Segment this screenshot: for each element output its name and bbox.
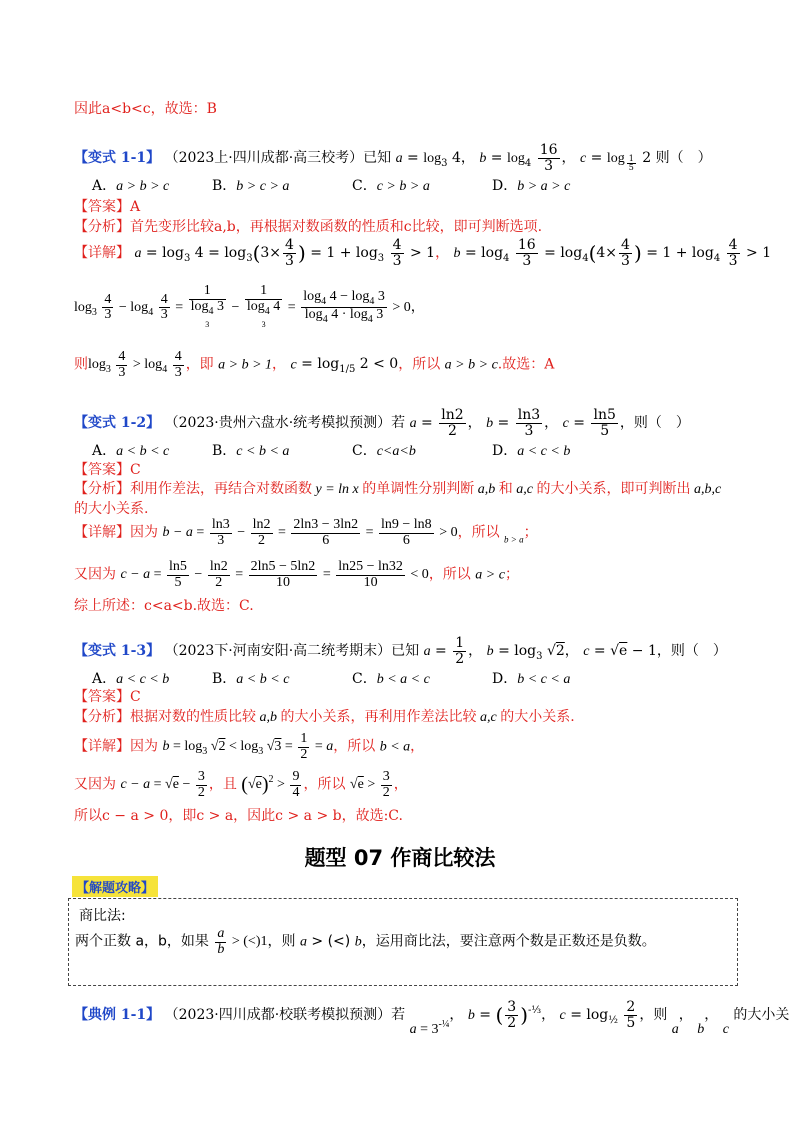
analysis-line-2: 的大小关系. <box>74 501 149 517</box>
question-source: （2023下·河南安阳·高二统考期末）已知 <box>164 643 420 660</box>
option-c: C．c > b > a <box>352 178 430 194</box>
answer-line: 【答案】C <box>74 462 141 478</box>
detail-line-1: 【详解】因为 b − a = $\frac{\ln 3}{3}$ − $\frac{\ln 2}{2}$ = $\frac{2\ln 3 - 3\ln 2}{6}$ = $\frac{\ln 9 - \ln 8}{6}$ > 0，所以 $_{b > a}$； <box>74 517 538 548</box>
option-d: D．b > a > c <box>492 178 571 194</box>
analysis-line: 【分析】根据对数的性质比较 a,b 的大小关系，再利用作差法比较 a,c 的大小关系. <box>74 709 575 725</box>
detail-line-2: 又因为 c − a = √e − $\frac{3}{2}$ ，且 $(√e)^2$ > $\frac{9}{4}$ ，所以 √e > $\frac{3}{2}$ ， <box>74 769 408 800</box>
variant-1-2-question: 【变式 1-2】 （2023·贵州六盘水·统考模拟预测）若 a = $\frac{\ln 2}{2}$ ， b = $\frac{\ln 3}{3}$ ， c = $\frac{\ln 5}{5}$ ，则（ ） <box>74 407 690 439</box>
analysis-line: 【分析】利用作差法，再结合对数函数 y = ln x 的单调性分别判断 a,b 和 a,c 的大小关系，即可判断出 a,b,c <box>74 481 722 497</box>
section-title: 题型 07 作商比较法 <box>304 846 496 870</box>
option-d: D．a < c < b <box>492 443 571 459</box>
variant-tag: 【变式 1-3】 <box>74 643 161 660</box>
strategy-tag: 【解题攻略】 <box>72 876 158 897</box>
answer-line: 【答案】A <box>74 199 141 215</box>
option-b: B．b > c > a <box>212 178 290 194</box>
question-source: （2023·四川成都·校联考模拟预测）若 <box>164 1007 406 1024</box>
option-c: C．b < a < c <box>352 671 430 687</box>
previous-conclusion: 因此a<b<c，故选：B <box>74 101 217 117</box>
variant-1-3-question: 【变式 1-3】 （2023下·河南安阳·高二统考期末）已知 a = $\frac{1}{2}$ ， $b = \log_3 √2$， c = √e − 1，则（ ） <box>74 635 727 667</box>
option-b: B．c < b < a <box>212 443 290 459</box>
summary-line: 综上所述：c<a<b.故选：C. <box>74 598 254 614</box>
example-tag: 【典例 1-1】 <box>74 1007 161 1024</box>
variant-tag: 【变式 1-2】 <box>74 415 161 432</box>
question-source: （2023上·四川成都·高三校考）已知 <box>164 150 392 167</box>
detail-line-2: $\log_3$ $\frac{4}{3}$ − $\log_4$ $\frac{4}{3}$ = 1 $\log_4 3$ 3 − 1 $\log_4 4$ 3 = $\frac{\log_4 4 - \log_4 3}{\log_4 4 \cdot \log_4 3}$ > 0， <box>74 283 425 330</box>
option-c: C．c<a<b <box>352 443 416 459</box>
option-d: D．b < c < a <box>492 671 571 687</box>
option-a: A．a < b < c <box>92 443 170 459</box>
detail-line-2: 又因为 c − a = $\frac{\ln 5}{5}$ − $\frac{\ln 2}{2}$ = $\frac{2\ln 5 - 5\ln 2}{10}$ = $\frac{\ln 25 - \ln 32}{10}$ < 0，所以 a > c； <box>74 559 519 590</box>
question-source: （2023·贵州六盘水·统考模拟预测）若 <box>164 415 406 432</box>
box-title: 商比法: <box>79 908 126 924</box>
detail-line-1: 【详解】 $a = \log_3 4 = \log_3(3\times$ $\frac{4}{3}$ ) = $1 + \log_3$ $\frac{4}{3}$ > 1， $b = \log_4$ $\frac{16}{3}$ = $\log_4(4\times$ $\frac{4}{3}$ ) = $1 + \log_4$ $\frac{4}{3}$ > 1 <box>74 237 772 269</box>
variant-1-1-question: 【变式 1-1】 （2023上·四川成都·高三校考）已知 $a = \log_3 4$， $b = \log_4$ $\frac{16}{3}$ ， c = log $_{\frac{1}{5}}$ 2 则（ ） <box>74 142 712 174</box>
option-a: A．a > b > c <box>92 178 170 194</box>
answer-line: 【答案】C <box>74 689 141 705</box>
option-b: B．a < b < c <box>212 671 290 687</box>
detail-line-3: 则$\log_3$ $\frac{4}{3}$ > $\log_4$ $\frac{4}{3}$ ，即 a > b > 1， $c = \log_{1/5} 2 < 0$，所以 a > b > c.故选：A <box>74 349 555 380</box>
variant-tag: 【变式 1-1】 <box>74 150 161 167</box>
analysis-line: 【分析】首先变形比较a,b，再根据对数函数的性质和c比较，即可判断选项. <box>74 219 543 235</box>
detail-line-1: 【详解】因为 $b = \log_3 √2 < \log_3 √3$ = $\frac{1}{2}$ = a，所以 b < a， <box>74 731 425 762</box>
strategy-box <box>68 898 738 986</box>
detail-line-3: 所以c − a > 0，即c > a，因此c > a > b，故选:C. <box>74 808 403 824</box>
box-content: 两个正数 a，b，如果 $\frac{a}{b}$ > (<)1，则 a > (<) b，运用商比法，要注意两个数是正数还是负数。 <box>75 926 656 957</box>
option-a: A．a < c < b <box>92 671 170 687</box>
example-1-1-question: 【典例 1-1】 （2023·四川成都·校联考模拟预测）若 $a = 3^{-\frac{1}{4}}$， b = ( $\frac{3}{2}$ )$^{-\frac{1}{3}}$， $c = \log_{\frac{1}{2}}$ $\frac{2}{5}$ ，则 a， b， c 的大小关 <box>74 999 790 1038</box>
